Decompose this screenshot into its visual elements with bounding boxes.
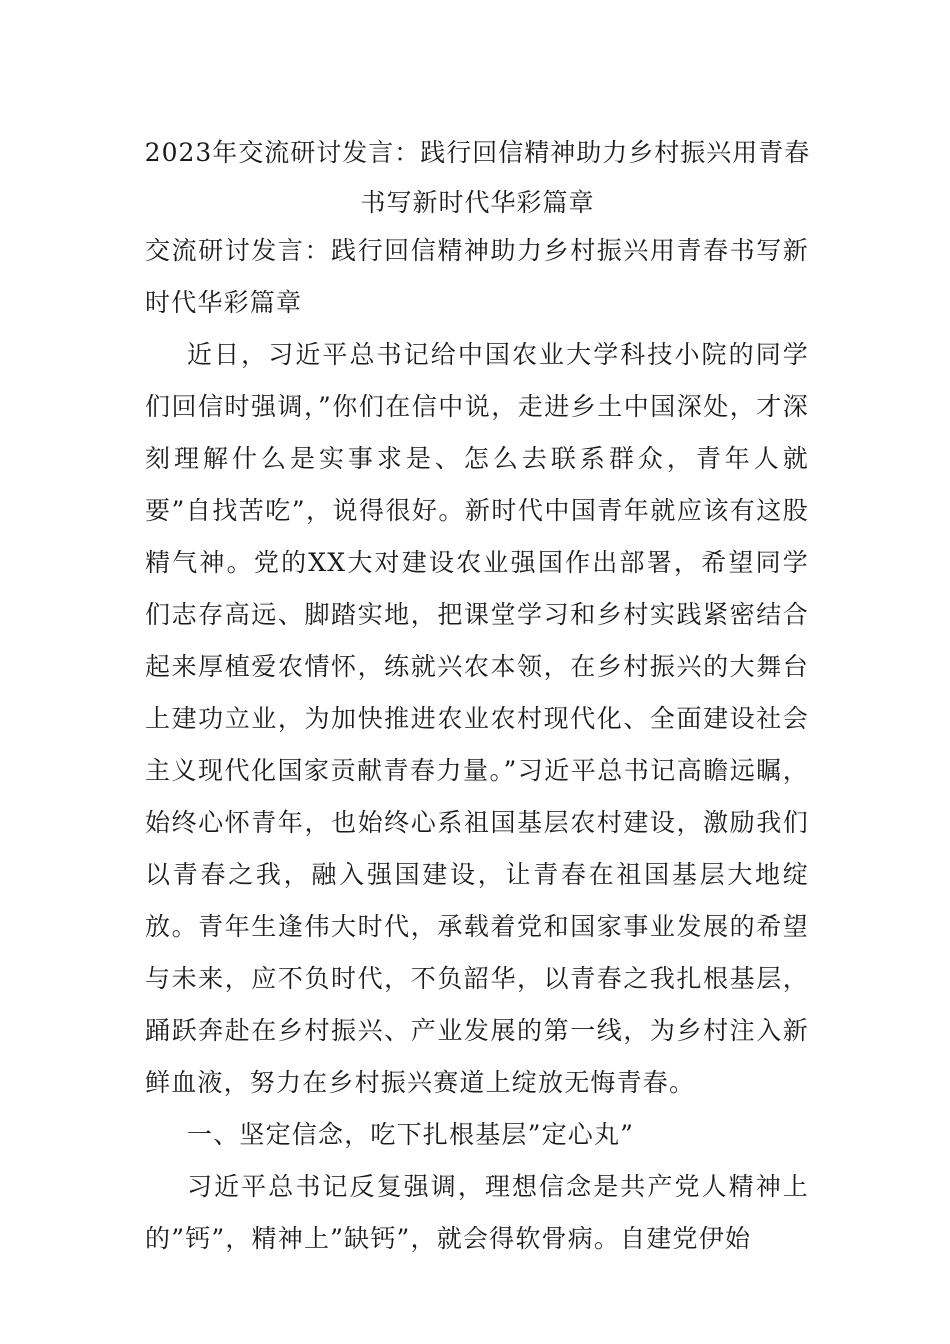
- document-title: 2023年交流研讨发言：践行回信精神助力乡村振兴用青春书写新时代华彩篇章: [144, 138, 811, 217]
- document-subtitle: 交流研讨发言：践行回信精神助力乡村振兴用青春书写新时代华彩篇章: [145, 236, 809, 317]
- section-heading-1: 一、坚定信念，吃下扎根基层”定心丸”: [187, 1120, 635, 1149]
- paragraph-intro: 近日，习近平总书记给中国农业大学科技小院的同学们回信时强调，”你们在信中说，走进乡土中国深处，才深刻理解什么是实事求是、怎么去联系群众，青年人就要”自找苦吃”，说得很好。新时代中国青年就应该有这股精气神。党的XX大对建设农业强国作出部署，希望同学们志存高远、脚踏实地，把课堂学习和乡村实践紧密结合起来厚植爱农情怀，练就兴农本领，在乡村振兴的大舞台上建功立业，为加快推进农业农村现代化、全面建设社会主义现代化国家贡献青春力量。”习近平总书记高瞻远瞩，始终心怀青年，也始终心系祖国基层农村建设，激励我们以青春之我，融入强国建设，让青春在祖国基层大地绽放。青年生逢伟大时代，承载着党和国家事业发展的希望与未来，应不负时代，不负韶华，以青春之我扎根基层，踊跃奔赴在乡村振兴、产业发展的第一线，为乡村注入新鲜血液，努力在乡村振兴赛道上绽放无悔青春。: [145, 340, 809, 1097]
- paragraph-section-1: 习近平总书记反复强调，理想信念是共产党人精神上的”钙”，精神上”缺钙”，就会得软骨病。自建党伊始: [145, 1172, 809, 1253]
- document-body: [145, 225, 809, 1265]
